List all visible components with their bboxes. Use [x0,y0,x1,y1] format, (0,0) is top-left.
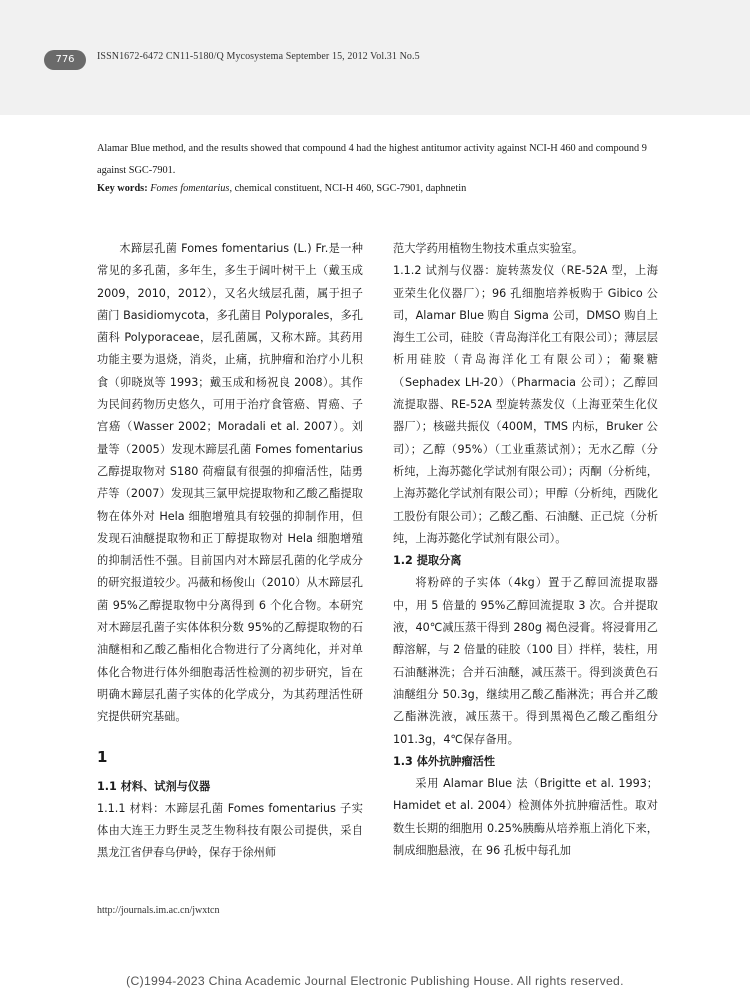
journal-info: ISSN1672-6472 CN11-5180/Q Mycosystema September 15, 2012 Vol.31 No.5 [97,51,420,62]
paragraph-1-1-2: 1.1.2 试剂与仪器：旋转蒸发仪（RE-52A 型，上海亚荣生化仪器厂）；96 孔细胞培养板购于 Gibico 公司，Alamar Blue 购自 Sigma 公司，DMSO 购自上海生工公司，硅胶（青岛海洋化工有限公司）；薄层层析用硅胶（青岛海洋化工有限公司）；葡聚糖（Sephadex LH-20）（Pharmacia 公司）；乙醇回流提取器、RE-52A 型旋转蒸发仪（上海亚荣生化仪器厂）；核磁共振仪（400M，TMS 内标，Bruker 公司）；乙醇（95%）（工业重蒸试剂）；无水乙醇（分析纯，上海苏懿化学试剂有限公司）；丙酮（分析纯，上海苏懿化学试剂有限公司）；甲醇（分析纯，西陇化工股份有限公司）；乙酸乙酯、石油醚、正己烷（分析纯，上海苏懿化学试剂有限公司）。 [393,264,658,545]
left-column [97,238,363,865]
heading-1-1: 1.1 材料、试剂与仪器 [97,779,211,793]
keywords [97,179,657,199]
heading-1-2: 1.2 提取分离 [393,554,462,568]
right-column [393,238,658,862]
intro-paragraph: 木蹄层孔菌 Fomes fomentarius (L.) Fr.是一种常见的多孔菌，多年生，多生于阔叶树干上（戴玉成 2009，2010，2012），又名火绒层孔菌，属于担子菌门 Basidiomycota，多孔菌目 Polyporales，多孔菌科 Polyporaceae，层孔菌属，又称木蹄。其药用功能主要为退烧，消炎，止痛，抗肿瘤和治疗小儿积食（卯晓岚等 1993；戴玉成和杨祝良 2008）。其作为民间药物历史悠久，可用于治疗食管癌、胃癌、子宫癌（Wasser 2002；Moradali et al. 2007）。刘量等（2005）发现木蹄层孔菌 Fomes fomentarius 乙醇提取物对 S180 荷瘤鼠有很强的抑瘤活性，陆勇芹等（2007）发现其三氯甲烷提取物和乙酸乙酯提取物在体外对 Hela 细胞增殖具有较强的抑制作用，但发现石油醚提取物和正丁醇提取物对 Hela 细胞增殖的抑制活性不强。目前国内对木蹄层孔菌的化学成分的研究报道较少。冯薇和杨俊山（2010）从木蹄层孔菌 95%乙醇提取物中分离得到 6 个化合物。本研究对木蹄层孔菌子实体体积分数 95%的乙醇提取物的石油醚相和乙酸乙酯相化合物进行了分离纯化，并对单体化合物进行体外细胞毒活性检测的初步研究，旨在明确木蹄层孔菌子实体的化学成分，为其药理活性研究提供研究基础。 [97,242,363,724]
paragraph-1-1-1: 1.1.1 材料：木蹄层孔菌 Fomes fomentarius 子实体由大连王力野生灵芝生物科技有限公司提供，采自黑龙江省伊春乌伊岭，保存于徐州师 [97,801,363,860]
keywords-label: Key words: [97,183,148,194]
copyright-notice: (C)1994-2023 China Academic Journal Electronic Publishing House. All rights reserved. [126,974,624,988]
section-1-heading: 1 [97,747,108,766]
header-band [0,0,750,115]
keywords-rest: , chemical constituent, NCI-H 460, SGC-7901, daphnetin [229,183,467,194]
paragraph-1-2: 将粉碎的子实体（4kg）置于乙醇回流提取器中，用 5 倍量的 95%乙醇回流提取 3 次。合并提取液，40℃减压蒸干得到 280g 褐色浸膏。将浸膏用乙醇溶解，与 2 倍量的硅胶（100 目）拌样，装柱，用石油醚淋洗；合并石油醚，减压蒸干。得到淡黄色石油醚组分 50.3g，继续用乙酸乙酯淋洗；再合并乙酸乙酯淋洗液，减压蒸干。得到黑褐色乙酸乙酯组分 101.3g，4℃保存备用。 [393,576,658,746]
abstract-tail: Alamar Blue method, and the results showed that compound 4 had the highest antitumor activity against NCI-H 460 and compound 9 against SGC-7901. [97,143,647,176]
heading-1-3: 1.3 体外抗肿瘤活性 [393,754,496,768]
keywords-species: Fomes fomentarius [150,183,230,194]
footer-url: http://journals.im.ac.cn/jwxtcn [97,905,220,916]
paragraph-1-3: 采用 Alamar Blue 法（Brigitte et al. 1993；Hamidet et al. 2004）检测体外抗肿瘤活性。取对数生长期的细胞用 0.25%胰酶从培养瓶上消化下来，制成细胞悬液，在 96 孔板中每孔加 [393,777,658,858]
continued-paragraph: 范大学药用植物生物技术重点实验室。 [393,242,584,255]
page-number-badge: 776 [44,50,86,70]
